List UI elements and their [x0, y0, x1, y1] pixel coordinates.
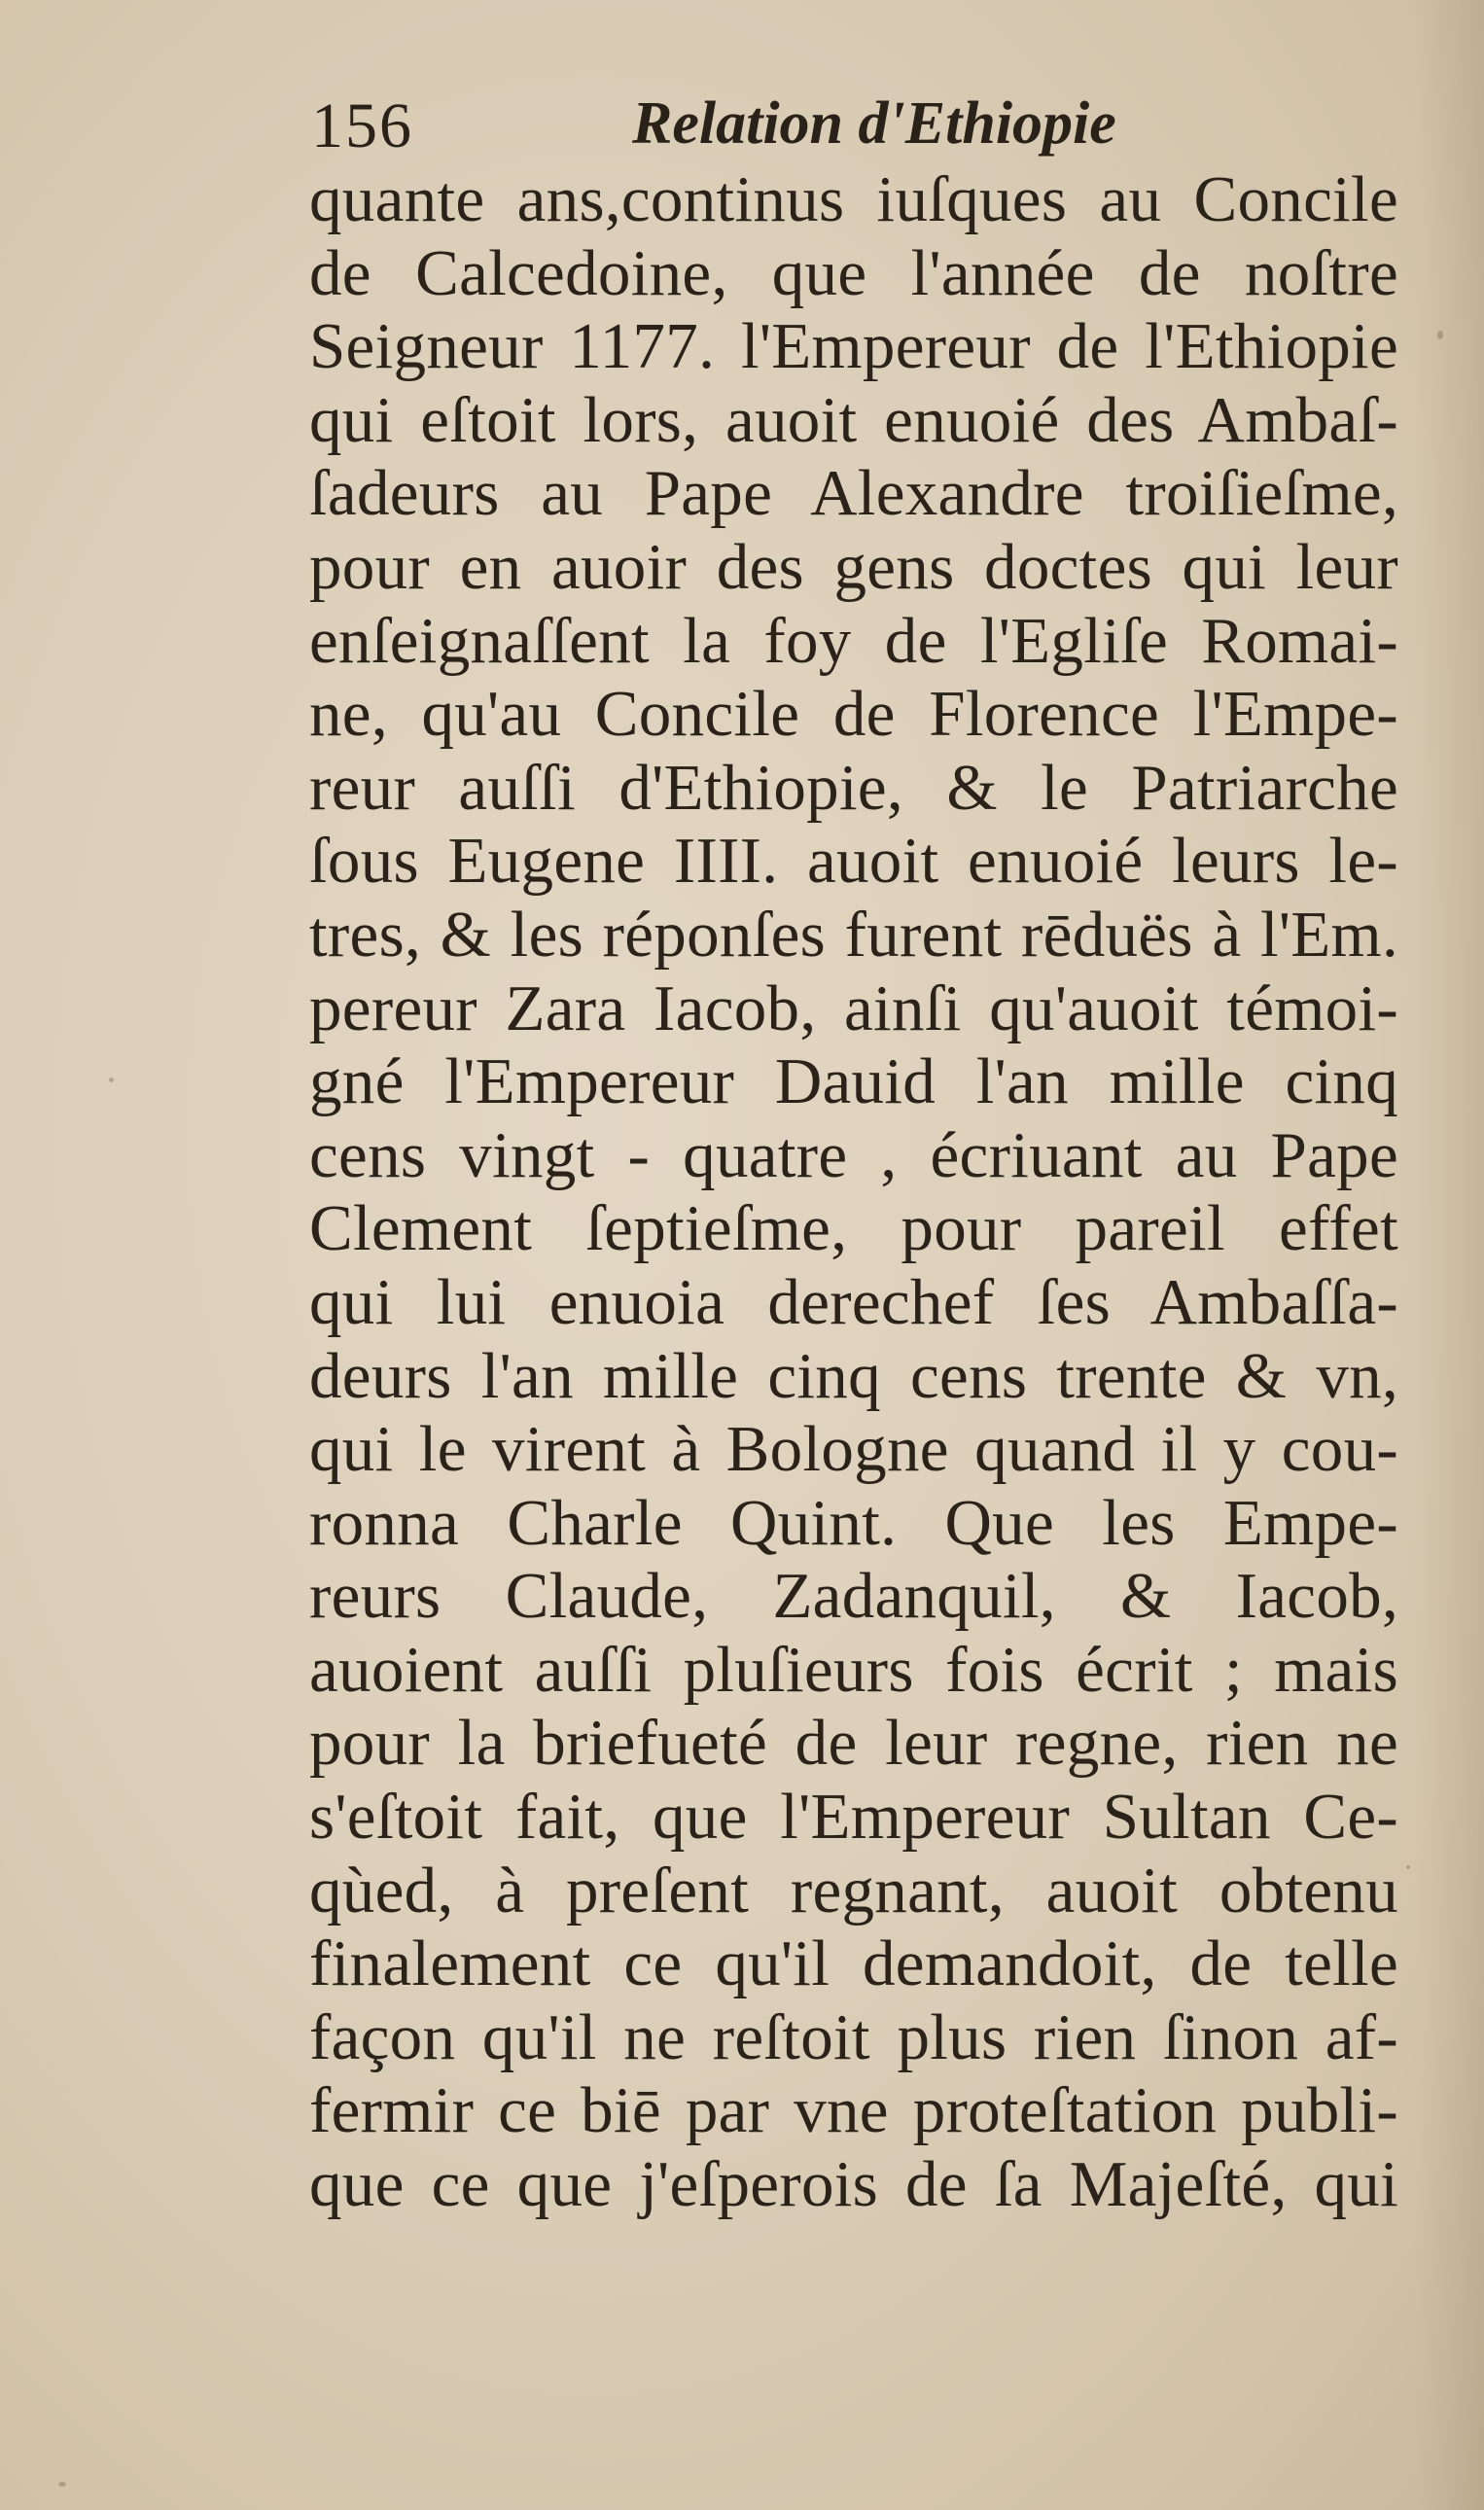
- text-line: gné l'Empereur Dauid l'an mille cinq: [309, 1045, 1398, 1118]
- text-line: ne, qu'au Concile de Florence l'Empe-: [309, 678, 1398, 751]
- text-line: finalement ce qu'il demandoit, de telle: [309, 1927, 1398, 2000]
- text-line: reur auſſi d'Ethiopie, & le Patriarche: [309, 751, 1398, 824]
- text-line: qui eſtoit lors, auoit enuoié des Ambaſ-: [309, 383, 1398, 456]
- text-line: cens vingt - quatre , écriuant au Pape: [309, 1118, 1398, 1191]
- body-text: [309, 163, 1398, 2222]
- text-line: ſous Eugene IIII. auoit enuoié leurs le-: [309, 825, 1398, 898]
- text-line: ſadeurs au Pape Alexandre troiſieſme,: [309, 457, 1398, 530]
- text-line: qui lui enuoia derechef ſes Ambaſſa-: [309, 1265, 1398, 1338]
- text-line: enſeignaſſent la foy de l'Egliſe Romai-: [309, 604, 1398, 677]
- text-line: quante ans,continus iuſques au Concile: [309, 163, 1398, 235]
- text-line: pour la briefueté de leur regne, rien ne: [309, 1707, 1398, 1780]
- text-line: Seigneur 1177. l'Empereur de l'Ethiopie: [309, 310, 1398, 383]
- text-line: de Calcedoine, que l'année de noſtre: [309, 236, 1398, 309]
- text-line: qui le virent à Bologne quand il y cou-: [309, 1413, 1398, 1486]
- paper-speck: [58, 2482, 66, 2487]
- text-line: pereur Zara Iacob, ainſi qu'auoit témoi-: [309, 972, 1398, 1044]
- text-line: reurs Claude, Zadanquil, & Iacob,: [309, 1560, 1398, 1633]
- text-line: deurs l'an mille cinq cens trente & vn,: [309, 1339, 1398, 1412]
- text-line: ronna Charle Quint. Que les Empe-: [309, 1486, 1398, 1559]
- paper-speck: [109, 1078, 114, 1082]
- text-line: qùed, à preſent regnant, auoit obtenu: [309, 1854, 1398, 1927]
- running-title: Relation d'Ethiopie: [632, 90, 1116, 157]
- page-number: 156: [311, 90, 413, 161]
- text-line: fermir ce biē par vne proteſtation publi-: [309, 2074, 1398, 2147]
- page-edge-shadow: [1416, 0, 1484, 2510]
- text-line: façon qu'il ne reſtoit plus rien ſinon af-: [309, 2000, 1398, 2073]
- text-line: auoient auſſi pluſieurs fois écrit ; mais: [309, 1633, 1398, 1706]
- text-line: que ce que j'eſperois de ſa Majeſté, qui: [309, 2148, 1398, 2221]
- text-line: Clement ſeptieſme, pour pareil effet: [309, 1192, 1398, 1265]
- paper-speck: [1406, 1865, 1410, 1869]
- text-line: pour en auoir des gens doctes qui leur: [309, 530, 1398, 603]
- paper-speck: [1437, 331, 1443, 339]
- text-line: tres, & les réponſes furent rēduës à l'Em.: [309, 898, 1398, 971]
- text-line: s'eſtoit fait, que l'Empereur Sultan Ce-: [309, 1781, 1398, 1854]
